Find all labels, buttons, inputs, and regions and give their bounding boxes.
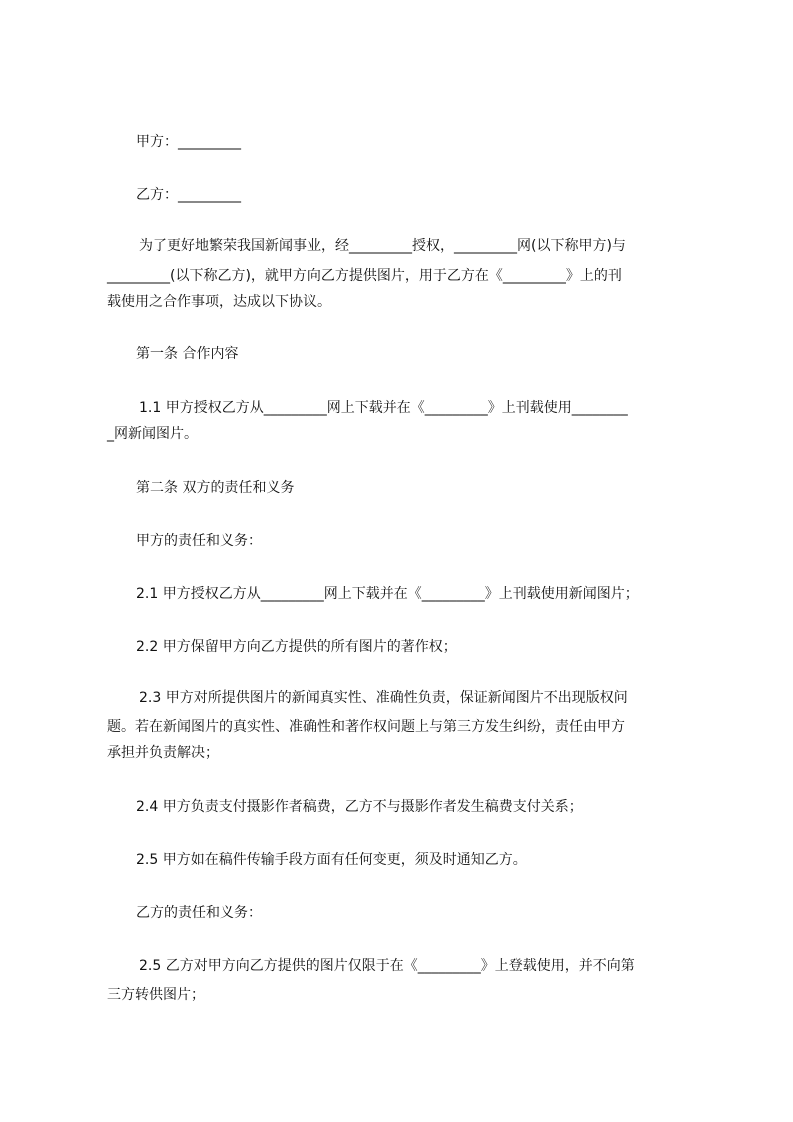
article-1-heading: 第一条 合作内容	[136, 346, 239, 362]
clause-2-3-line-2: 题。若在新闻图片的真实性、准确性和著作权问题上与第三方发生纠纷，责任由甲方	[107, 719, 625, 735]
intro-paragraph-line-3: 载使用之合作事项，达成以下协议。	[107, 294, 331, 310]
clause-2-4: 2.4 甲方负责支付摄影作者稿费，乙方不与摄影作者发生稿费支付关系；	[136, 799, 583, 815]
clause-2-5b-line-2: 三方转供图片；	[107, 987, 205, 1003]
party-a-line: 甲方：_________	[136, 134, 241, 150]
clause-2-2: 2.2 甲方保留甲方向乙方提供的所有图片的著作权；	[136, 639, 457, 655]
party-b-line: 乙方：_________	[136, 187, 241, 203]
clause-2-3-line-1: 2.3 甲方对所提供图片的新闻真实性、准确性负责，保证新闻图片不出现版权问	[139, 690, 628, 706]
party-a-duties-heading: 甲方的责任和义务：	[136, 533, 262, 549]
clause-2-1: 2.1 甲方授权乙方从_________网上下载并在《_________》上刊载使用新闻图片；	[136, 586, 639, 602]
intro-paragraph-line-2: _________(以下称乙方)，就甲方向乙方提供图片，用于乙方在《_________》上的刊	[107, 268, 622, 284]
clause-2-3-line-3: 承担并负责解决；	[107, 745, 219, 761]
article-2-heading: 第二条 双方的责任和义务	[136, 480, 295, 496]
clause-2-5: 2.5 甲方如在稿件传输手段方面有任何变更，须及时通知乙方。	[136, 852, 527, 868]
party-b-duties-heading: 乙方的责任和义务：	[136, 905, 262, 921]
clause-1-1-line-2: _网新闻图片。	[107, 426, 198, 442]
clause-1-1-line-1: 1.1 甲方授权乙方从_________网上下载并在《_________》上刊载使用________	[139, 400, 628, 416]
intro-paragraph-line-1: 为了更好地繁荣我国新闻事业，经_________授权，_________网(以下称甲方)与	[139, 238, 626, 254]
clause-2-5b-line-1: 2.5 乙方对甲方向乙方提供的图片仅限于在《_________》上登载使用，并不向第	[139, 958, 635, 974]
